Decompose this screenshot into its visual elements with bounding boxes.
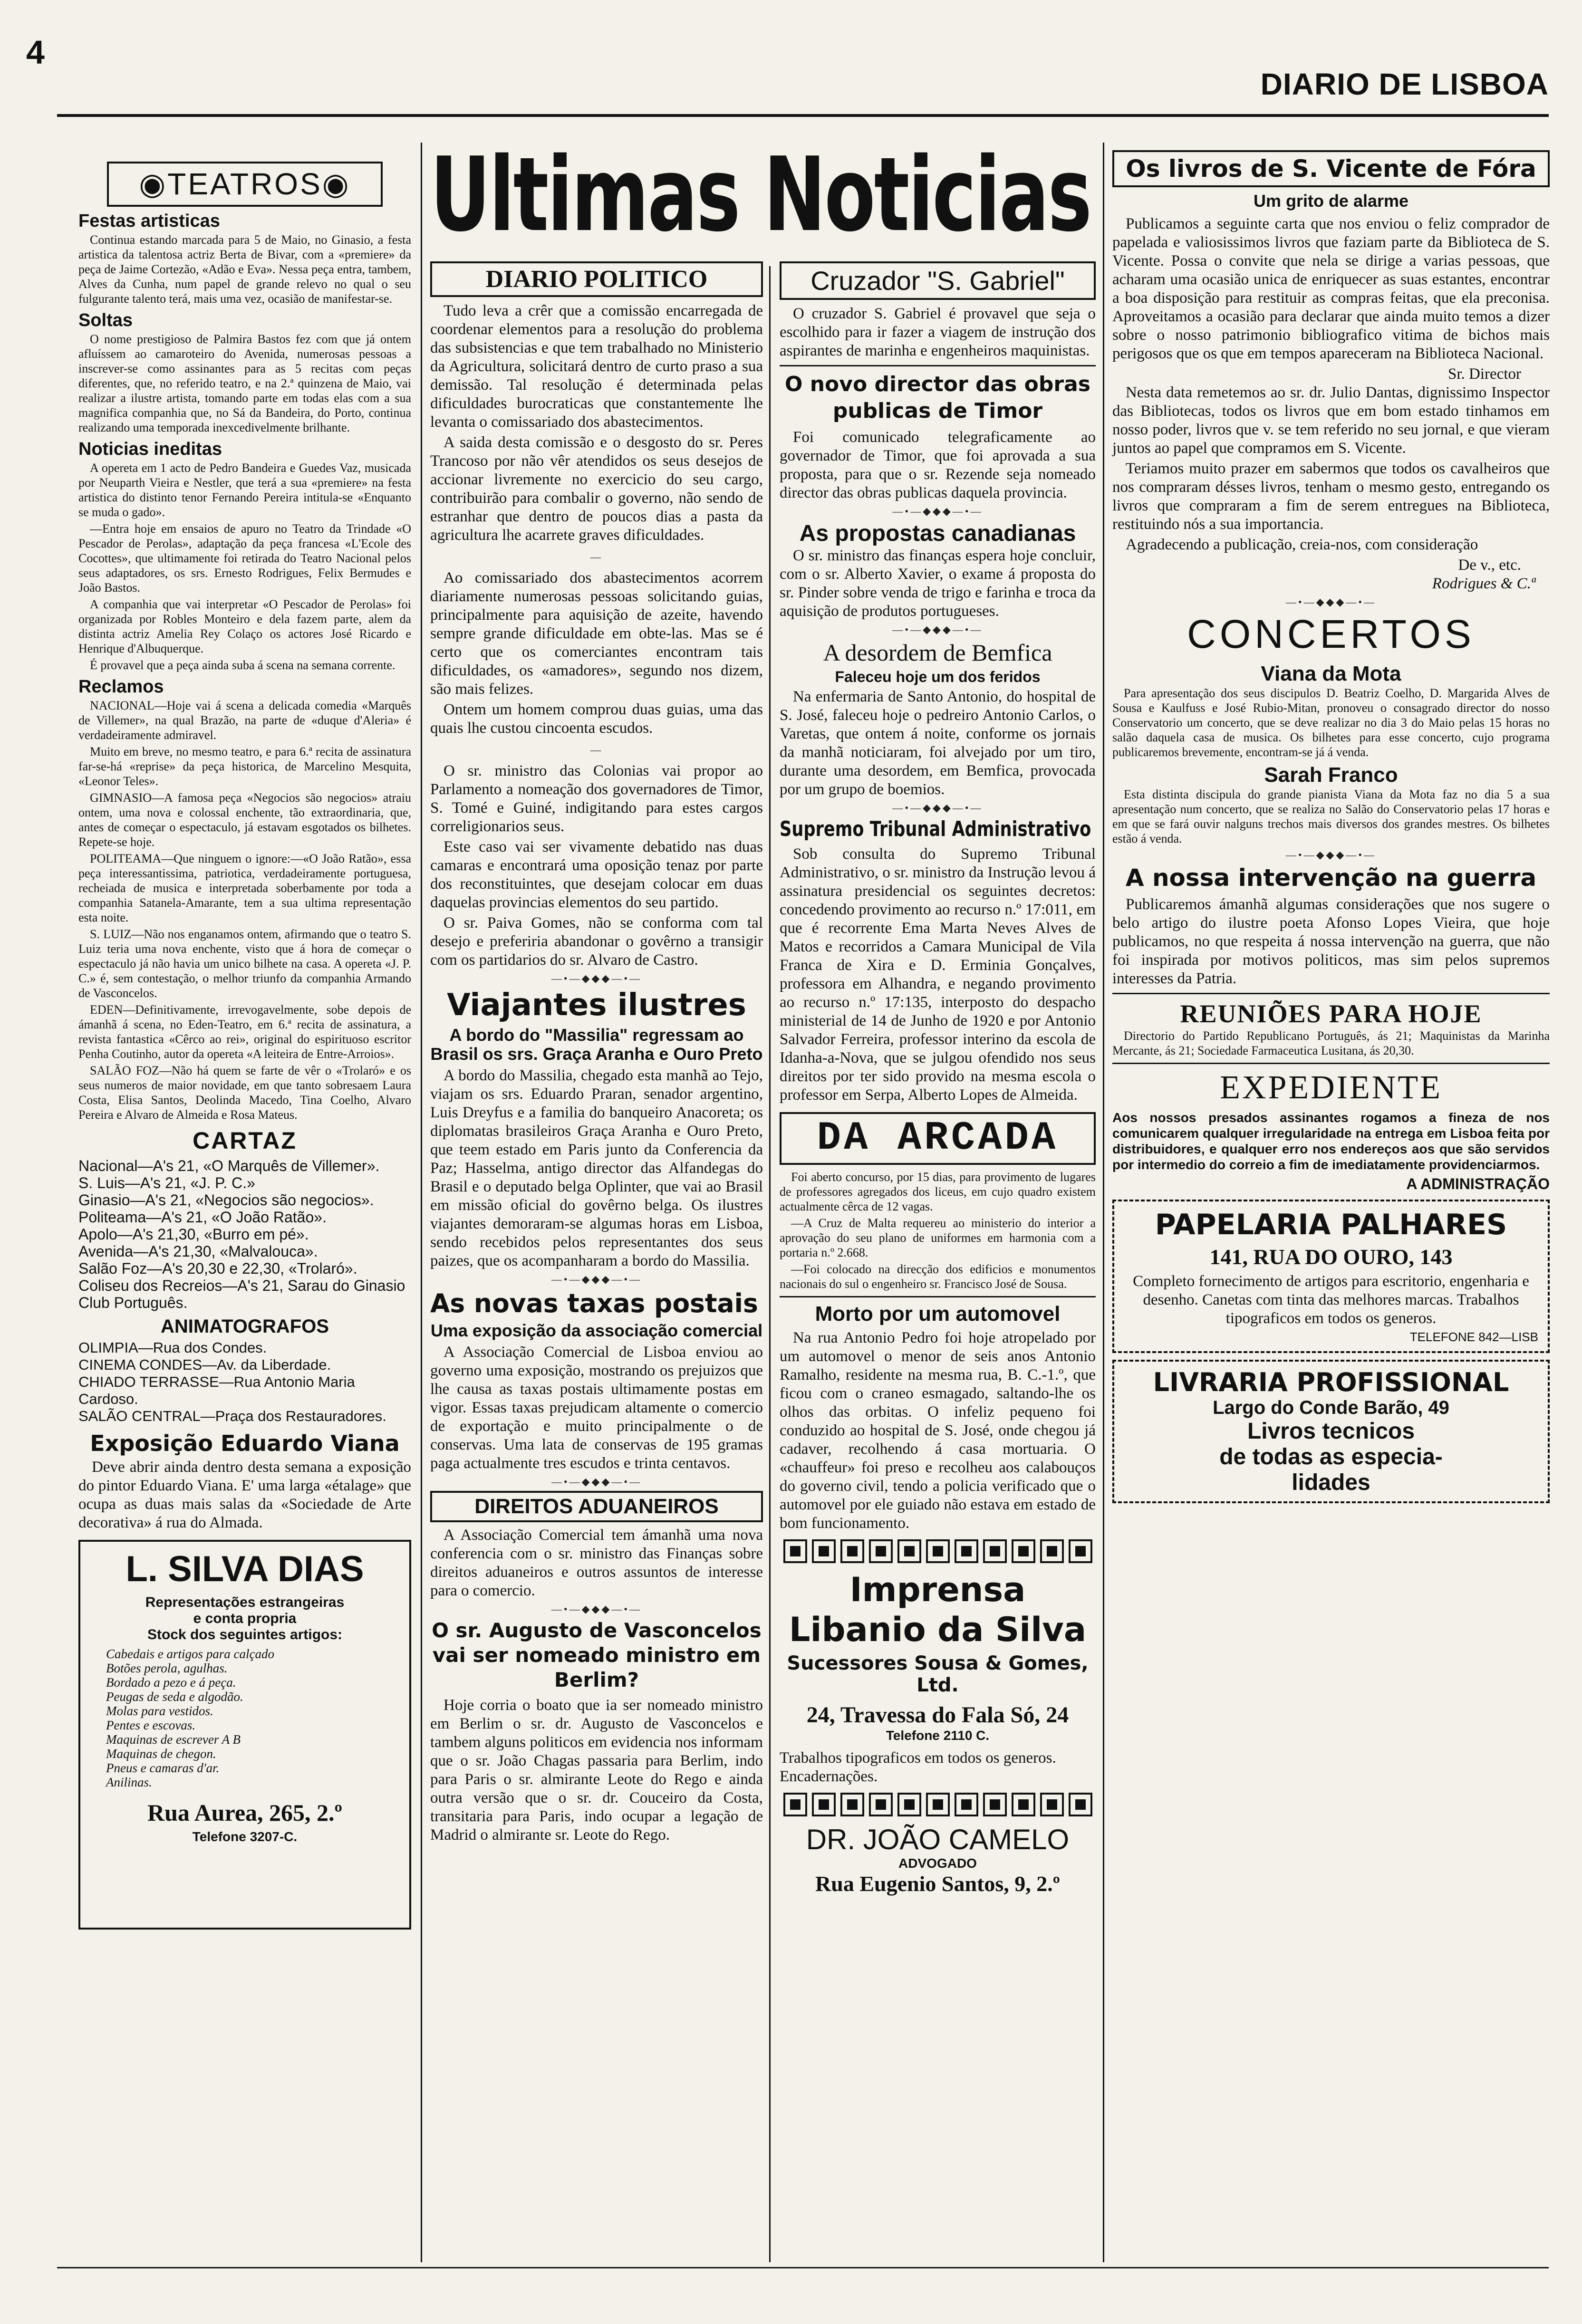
- ad-camelo: [780, 1823, 1096, 1896]
- expediente-text: Aos nossos presados assinantes rogamos a fineza de nos comunicarem qualquer irregularidade na entrega em Lisboa feita por distribuidores, e qualquer erro nos endereços aos que são servidos por intermedio do correio a fim de imediatamente providenciarmos.: [1112, 1110, 1550, 1172]
- expediente-heading: EXPEDIENTE: [1220, 1069, 1442, 1106]
- column-divider: [421, 143, 422, 2262]
- concertos-heading: CONCERTOS: [1187, 612, 1475, 656]
- reclamos-text: NACIONAL—Hoje vai á scena a delicada comedia «Marquês de Villemer», na qual Brazão, na parte de «duque d'Aleria» é verdadeiramente admiravel. Muito em breve, no mesmo teatro, e para 6.ª recita de assinatura far-se-há «reprise» da peça historica, de Marcelino Mesquita, «Leonor Teles». GIMNASIO—A famosa peça «Negocios são negocios» atraiu ontem, uma nova e colossal enchente, tão extraordinaria, que, antes de começar o espectaculo, já estavam esgotados os bilhetes. Repete-se hoje. POLITEAMA—Que ninguem o ignore:—«O João Ratão», essa peça interessantissima, patriotica, verdadeiramente portuguesa, recheiada de musica e interpretada soberbamente por toda a companhia Satanela-Amarante, tem a sua ultima representação esta noite. S. LUIZ—Não nos enganamos ontem, afirmando que o teatro S. Luiz teria uma nova enchente, visto que á hora de começar o espectaculo já não havia um unico bilhete na casa. A opereta «J. P. C.» é, sem contestação, o melhor triunfo da companhia Armando de Vasconcelos. EDEN—Definitivamente, irrevogavelmente, sobe depois de ámanhã á scena, no Eden-Teatro, em 6.ª recita de assinatura, a revista fantastica «Cêrco ao rei», original do espirituoso escritor Penha Coutinho, autor da opereta «A leiteira de Entre-Arroios». SALÃO FOZ—Não há quem se farte de vêr o «Trolaró» e os seus numeros de maior novidade, em que tanto sobresaem Laura Costa, Elisa Santos, Deolinda Macedo, Tina Coelho, Alvaro Pereira e Alvaro de Almeida e Rosa Mateus.: [78, 699, 411, 1122]
- taxas-text: A Associação Comercial de Lisboa enviou ao governo uma exposição, mostrando os prejuizos que lhe causa as taxas postais ultimamente postas em vigor. Essas taxas prejudicam altamente o comercio de exportação e muito principalmente o de conservas. Uma lata de conservas de 195 gramas paga actualmente tres escudos e trinta centavos.: [430, 1344, 763, 1472]
- animatografos-heading: ANIMATOGRAFOS: [160, 1316, 329, 1337]
- guerra-heading: A nossa intervenção na guerra: [1125, 864, 1537, 892]
- ad-camelo-title: ADVOGADO: [898, 1856, 977, 1871]
- ad-items: [92, 1647, 398, 1789]
- expo-text: Deve abrir ainda dentro desta semana a exposição do pintor Eduardo Viana. E' uma larga «étalage» que ocupa as duas mais salas da «Sociedade de Arte decorativa» á rua do Almada.: [78, 1459, 411, 1531]
- reunioes-heading: REUNIÕES PARA HOJE: [1180, 999, 1482, 1028]
- ad-palhares-name: PAPELARIA PALHARES: [1155, 1208, 1507, 1241]
- soltas-heading: Soltas: [78, 310, 133, 330]
- timor-text: Foi comunicado telegraficamente ao governador de Timor, que foi aprovada a sua proposta, para que o sr. Rezende seja nomeado director das obras publicas daquela provincia.: [780, 429, 1096, 501]
- animatografo-item: CHIADO TERRASSE—Rua Antonio Maria Cardoso.: [78, 1373, 355, 1407]
- cartaz-item: Coliseu dos Recreios—A's 21, Sarau do Ginasio Club Português.: [78, 1277, 405, 1311]
- column-news: Cruzador "S. Gabriel" O cruzador S. Gabriel é provavel que seja o escolhido para ir fazer a viagem de instrução dos aspirantes de marinha e engenheiros maquinistas. O novo director das obras publicas de Timor Foi comunicado telegraficamente ao governador de Timor, que foi aprovada a sua proposta, para que o sr. Rezende seja nomeado director das obras publicas daquela provincia. —•—◆◆◆—•— As propostas canadianas O sr. ministro das finanças espera hoje concluir, com o sr. Alberto Xavier, o exame á proposta do sr. Pinder sobre venda de trigo e farinha e troca da aquisição de produtos portugueses. —•—◆◆◆—•— A desordem de Bemfica Faleceu hoje um dos feridos Na enfermaria de Santo Antonio, do hospital de S. José, faleceu hoje o pedreiro Antonio Carlos, o Varetas, que ontem á noite, conforme os jornais da manhã noticiaram, foi alvejado por um tiro, durante uma desordem, em Bemfica, provocada por um grupo de boemios. —•—◆◆◆—•— Supremo Tribunal Administrativo Sob consulta do Supremo Tribunal Administrativo, o sr. ministro da Instrução levou á assinatura presidencial os seguintes decretos: concedendo provimento ao recurso n.º 17:011, em que é recorrente Ema Marta Neves Alves de Matos e recorridos a Camara Municipal de Vila Franca de Xira e D. Erminia Gonçalves, professora em Alhandra, e negando provimento ao recurso n.º 17:135, interposto do despacho ministerial de 14 de Junho de 1920 e por Antonio Salvador Ferreira, professor interino da escola de Idanha-a-Nova, que se julgou ofendido nos seus direitos por ter sido provido na mesma escola o professor em Serpa, Alberto Lopes de Almeida. DA ARCADA Foi aberto concurso, por 15 dias, para provimento de lugares de professores agregados dos liceus, em cujo quadro existem actualmente cêrca de 12 vagas. —A Cruz de Malta requereu ao ministerio do interior a aprovação do seu plano de uniformes em harmonia com a portaria n.º 2.668. —Foi colocado na direcção dos edificios e monumentos nacionais do sul o engenheiro sr. Francisco José de Sousa. Morto por um automovel Na rua Antonio Pedro foi hoje atropelado por um automovel o menor de seis anos Antonio Ramalho, residente na mesma rua, B. C.-1.º, que ficou com o craneo esmagado, saltando-lhe os olhos das orbitas. O infeliz pequeno foi conduzido ao hospital de S. José, onde chegou já cadaver, recolhendo á casa mortuaria. O «chauffeur» foi preso e recolheu aos calabouços do governo civil, tendo a policia verificado que o automovel por ele guiado não estava em estado de bom funcionamento. Imprensa Libanio da Silva Sucessores Sousa & Gomes, Ltd. 24, Travessa do Fala Só, 24 Telefone 2110 C. Trabalhos tipograficos em todos os generos. Encadernações. DR. JOÃO CAMELO ADVOGADO Rua Eugenio Santos, 9, 2.º: [780, 261, 1096, 1896]
- sarah-heading: Sarah Franco: [1264, 763, 1398, 787]
- ad-item: Pentes e escovas.: [106, 1718, 196, 1732]
- cartaz-heading: CARTAZ: [193, 1127, 297, 1154]
- ad-silva-dias-name: L. SILVA DIAS: [125, 1549, 364, 1589]
- ornament-border: [780, 1539, 1096, 1563]
- livros-heading-box: [1112, 150, 1550, 187]
- festas-heading: Festas artisticas: [78, 211, 220, 231]
- animatografo-item: OLIMPIA—Rua dos Condes.: [78, 1339, 267, 1356]
- aduaneiros-heading: DIREITOS ADUANEIROS: [430, 1491, 763, 1522]
- guerra-text: Publicaremos ámanhã algumas considerações que nos sugere o belo artigo do ilustre poeta Afonso Lopes Vieira, que hoje publicamos, no que respeita á nossa intervenção na guerra, que não foi inspirada por motivos politicos, mas sim pelos supremos interesses da Patria.: [1112, 896, 1550, 987]
- ad-livraria-line: de todas as especia-: [1219, 1444, 1443, 1469]
- arcada-heading: DA ARCADA: [780, 1112, 1096, 1165]
- ad-imprensa-successors: Sucessores Sousa & Gomes, Ltd.: [787, 1652, 1089, 1696]
- ad-item: Anilinas.: [106, 1775, 152, 1789]
- taxas-heading: As novas taxas postais: [430, 1288, 758, 1318]
- tribunal-text: Sob consulta do Supremo Tribunal Administrativo, o sr. ministro da Instrução levou á assinatura presidencial os seguintes decretos: concedendo provimento ao recurso n.º 17:011, em que é recorrente Ema Marta Neves Alves de Matos e recorridos a Camara Municipal de Vila Franca de Xira e D. Erminia Gonçalves, professora em Alhandra, e negando provimento ao recurso n.º 17:135, interposto do despacho ministerial de 14 de Junho de 1920 e por Antonio Salvador Ferreira, professor interino da escola de Idanha-a-Nova, que se julgou ofendido nos seus direitos por ter sido provido na mesma escola o professor em Serpa, Alberto Lopes de Almeida.: [780, 845, 1096, 1104]
- viajantes-text: A bordo do Massilia, chegado esta manhã ao Tejo, viajam os srs. Eduardo Praran, senador argentino, Luis Dreyfus e a familia do banqueiro Anacoreta; os diplomatas brasileiros Graça Aranha e Ouro Preto, que teem estado em Paris junto da Conferencia da Paz; Hasselma, antigo director das Alfandegas do Brasil e o deputado belga Oplinter, que vai ao Brasil em missão oficial do govêrno belga. Os ilustres viajantes demoraram-se algumas horas em Lisboa, sendo recebidos pelos representantes dos seus paizes, que os acompanharam a bordo do Massilia.: [430, 1067, 763, 1269]
- aduaneiros-text: A Associação Comercial tem ámanhã uma nova conferencia com o sr. ministro das Finanças sobre direitos aduaneiros e outros assuntos de interesse para o comercio.: [430, 1527, 763, 1599]
- section-title-box: [107, 162, 383, 207]
- ad-item: Bordado a pezo e á peça.: [106, 1675, 236, 1690]
- animatografo-item: SALÃO CENTRAL—Praça dos Restauradores.: [78, 1408, 386, 1424]
- ad-line: e conta propria: [193, 1611, 297, 1626]
- arcada-text: Foi aberto concurso, por 15 dias, para provimento de lugares de professores agregados dos liceus, em cujo quadro existem actualmente cêrca de 12 vagas. —A Cruz de Malta requereu ao ministerio do interior a aprovação do seu plano de uniformes em harmonia com a portaria n.º 2.668. —Foi colocado na direcção dos edificios e monumentos nacionais do sul o engenheiro sr. Francisco José de Sousa.: [780, 1170, 1096, 1291]
- animatografos-list: [78, 1339, 411, 1425]
- viana-heading: Viana da Mota: [1261, 662, 1401, 685]
- ad-camelo-name: DR. JOÃO CAMELO: [806, 1824, 1070, 1855]
- ad-livraria: [1112, 1360, 1550, 1503]
- cartaz-list: [78, 1157, 411, 1311]
- cartaz-item: Politeama—A's 21, «O João Ratão».: [78, 1209, 327, 1226]
- tribunal-heading: Supremo Tribunal Administrativo: [780, 817, 1091, 841]
- ad-imprensa-text: Trabalhos tipograficos em todos os generos. Encadernações.: [780, 1749, 1056, 1785]
- expediente-sign: A ADMINISTRAÇÃO: [1406, 1175, 1550, 1192]
- timor-heading: O novo director das obras publicas de Timor: [785, 372, 1090, 423]
- ad-camelo-address: Rua Eugenio Santos, 9, 2.º: [815, 1872, 1060, 1896]
- viajantes-heading: Viajantes ilustres: [447, 988, 746, 1023]
- ad-phone: Telefone 3207-C.: [192, 1829, 298, 1844]
- canadianas-heading: As propostas canadianas: [799, 521, 1076, 546]
- ad-item: Maquinas de chegon.: [106, 1747, 216, 1761]
- cartaz-item: Avenida—A's 21,30, «Malvalouca».: [78, 1243, 318, 1260]
- soltas-text: O nome prestigioso de Palmira Bastos fez com que já ontem afluíssem ao camaroteiro do Avenida, numerosas pessoas a inscrever-se como assinantes para as 5 recitas com peças diferentes, que, no referido teatro, e na 2.ª quinzena de Maio, vai realizar a ilustre artista, tomando parte em todas elas com a sua magnifica companhia que, no Sá da Bandeira, do Porto, continua realizando uma temporada inexcedivelmente brilhante.: [78, 332, 411, 434]
- ornament-border: [780, 1793, 1096, 1816]
- section-title: ◉TEATROS◉: [139, 167, 351, 201]
- ad-line: Stock dos seguintes artigos:: [147, 1627, 343, 1642]
- ad-imprensa-address: 24, Travessa do Fala Só, 24: [806, 1702, 1069, 1728]
- automovel-text: Na rua Antonio Pedro foi hoje atropelado por um automovel o menor de seis anos Antonio Ramalho, residente na mesma rua, B. C.-1.º, que ficou com o craneo esmagado, saltando-lhe os olhos das orbitas. O infeliz pequeno foi conduzido ao hospital de S. José, onde chegou já cadaver, recolhendo á casa mortuaria. O «chauffeur» foi preso e recolheu aos calabouços do governo civil, tendo a policia verificado que o automovel por ele guiado não estava em estado de bom funcionamento.: [780, 1329, 1096, 1532]
- vasconcelos-heading: O sr. Augusto de Vasconcelos vai ser nomeado ministro em Berlim?: [432, 1619, 762, 1691]
- column-theatres: [78, 143, 411, 1930]
- ad-item: Pneus e camaras d'ar.: [106, 1761, 220, 1775]
- ad-silva-dias: [78, 1540, 411, 1930]
- automovel-heading: Morto por um automovel: [815, 1302, 1061, 1325]
- masthead-rule: [57, 114, 1549, 117]
- column-politics: DIARIO POLITICO Tudo leva a crêr que a comissão encarregada de coordenar elementos para a resolução do problema das subsistencias e que tem trabalhado no Ministerio da Agricultura, solicitará dentro de curto praso a sua demissão. Tal resolução é determinada pelas dificuldades burocraticas que constantemente lhe levanta o comissariado dos abastecimentos. A saida desta comissão e o desgosto do sr. Peres Trancoso por não vêr atendidos os seus desejos de accionar livremente no exercicio do seu cargo, contribuirão para combalir o governo, não sendo de estranhar que dentro de poucos dias a pasta da agricultura lhe acarrete graves dificuldades. — Ao comissariado dos abastecimentos acorrem diariamente numerosas pessoas solicitando guias, principalmente para aquisição de azeite, havendo sempre grande dificuldade em obte-las. Mas se é certo que os comerciantes encontram tais dificuldades, os «amadores», segundo nos dizem, são mais felizes. Ontem um homem comprou duas guias, uma das quais lhe custou cincoenta escudos. — O sr. ministro das Colonias vai propor ao Parlamento a nomeação dos governadores de Timor, S. Tomé e Guiné, indigitando para estes cargos correligionarios seus. Este caso vai ser vivamente debatido nas duas camaras e encontrará uma oposição tenaz por parte dos reconstituintes, que desejam colocar em duas daquelas provincias elementos do seu partido. O sr. Paiva Gomes, não se conforma com tal desejo e preferiria abandonar o govêrno a transigir com os partidarios do sr. Alvaro de Castro. —•—◆◆◆—•— Viajantes ilustres A bordo do "Massilia" regressam ao Brasil os srs. Graça Aranha e Ouro Preto A bordo do Massilia, chegado esta manhã ao Tejo, viajam os srs. Eduardo Praran, senador argentino, Luis Dreyfus e a familia do banqueiro Anacoreta; os diplomatas brasileiros Graça Aranha e Ouro Preto, que teem estado em Paris junto da Conferencia da Paz; Hasselma, antigo director das Alfandegas do Brasil e o deputado belga Oplinter, que vai ao Brasil em missão oficial do govêrno belga. Os ilustres viajantes demoraram-se algumas horas em Lisboa, sendo recebidos pelos representantes dos seus paizes, que os acompanharam a bordo do Massilia. —•—◆◆◆—•— As novas taxas postais Uma exposição da associação comercial A Associação Comercial de Lisboa enviou ao governo uma exposição, mostrando os prejuizos que lhe causa as taxas postais ultimamente postas em vigor. Essas taxas prejudicam altamente o comercio de exportação e muito principalmente o de conservas. Uma lata de conservas de 195 gramas paga actualmente tres escudos e trinta centavos. —•—◆◆◆—•— DIREITOS ADUANEIROS A Associação Comercial tem ámanhã uma nova conferencia com o sr. ministro das Finanças sobre direitos aduaneiros e outros assuntos de interesse para o comercio. —•—◆◆◆—•— O sr. Augusto de Vasconcelos vai ser nomeado ministro em Berlim? Hoje corria o boato que ia ser nomeado ministro em Berlim o sr. dr. Augusto de Vasconcelos e tambem alguns politicos em evidencia nos informam que o sr. João Chagas passaria para Berlim, indo para Paris o sr. almirante Leote do Rego e ainda outra versão que o sr. dr. Couceiro da Costa, transitaria para Paris, indo ocupar a legação de Madrid o almirante sr. Leote do Rego.: [430, 261, 763, 1846]
- ad-imprensa-name: Imprensa Libanio da Silva: [789, 1570, 1087, 1649]
- ad-livraria-line: Livros tecnicos: [1247, 1419, 1415, 1444]
- ad-livraria-address: Largo do Conde Barão, 49: [1213, 1397, 1449, 1418]
- ad-line: Representações estrangeiras: [145, 1594, 345, 1610]
- animatografo-item: CINEMA CONDES—Av. da Liberdade.: [78, 1356, 331, 1373]
- livros-sub: Um grito de alarme: [1253, 191, 1409, 211]
- expo-heading: Exposição Eduardo Viana: [90, 1431, 400, 1456]
- cruzador-text: O cruzador S. Gabriel é provavel que seja o escolhido para ir fazer a viagem de instrução dos aspirantes de marinha e engenheiros maquinistas.: [780, 305, 1096, 359]
- cartaz-item: Apolo—A's 21,30, «Burro em pé».: [78, 1226, 309, 1243]
- ineditas-heading: Noticias ineditas: [78, 439, 222, 459]
- sarah-text: Esta distinta discipula do grande pianista Viana da Mota faz no dia 5 a sua apresentação num concerto, que se realiza no Salão do Conservatorio pelas 17 horas e em que se fará ouvir nalguns trechos mais diversos dos grandes mestres. Os bilhetes estão á venda.: [1112, 787, 1550, 845]
- banner-title: Ultimas Noticias: [430, 143, 1091, 247]
- column-divider: [769, 266, 771, 2262]
- reclamos-heading: Reclamos: [78, 677, 164, 697]
- ad-address: Rua Aurea, 265, 2.º: [147, 1799, 343, 1826]
- ad-item: Peugas de seda e algodão.: [106, 1690, 243, 1704]
- vasconcelos-text: Hoje corria o boato que ia ser nomeado ministro em Berlim o sr. dr. Augusto de Vasconcelos e tambem alguns politicos em evidencia nos informam que o sr. João Chagas passaria para Berlim, indo para Paris o sr. almirante Leote do Rego e ainda outra versão que o sr. dr. Couceiro da Costa, transitaria para Paris, indo ocupar a legação de Madrid o almirante sr. Leote do Rego.: [430, 1697, 763, 1844]
- politico-heading: DIARIO POLITICO: [430, 261, 763, 297]
- cartaz-item: Ginasio—A's 21, «Negocios são negocios».: [78, 1191, 374, 1209]
- benfica-text: Na enfermaria de Santo Antonio, do hospital de S. José, faleceu hoje o pedreiro Antonio Carlos, o Varetas, que ontem á noite, conforme os jornais da manhã noticiaram, foi alvejado por um tiro, durante uma desordem, em Bemfica, provocada por um grupo de boemios.: [780, 688, 1096, 798]
- bottom-rule: [57, 2267, 1549, 2268]
- ad-item: Molas para vestidos.: [106, 1704, 213, 1718]
- column-divider: [1103, 143, 1104, 2262]
- ad-livraria-name: LIVRARIA PROFISSIONAL: [1153, 1367, 1509, 1397]
- ad-imprensa-phone: Telefone 2110 C.: [886, 1728, 990, 1743]
- ad-palhares-text: Completo fornecimento de artigos para escritorio, engenharia e desenho. Canetas com tinta das melhores marcas. Trabalhos tipograficos em todos os generos.: [1133, 1273, 1529, 1327]
- ad-imprensa: [780, 1570, 1096, 1786]
- cartaz-item: Salão Foz—A's 20,30 e 22,30, «Trolaró».: [78, 1260, 357, 1277]
- ad-palhares-address: 141, RUA DO OURO, 143: [1209, 1245, 1453, 1269]
- cartaz-item: Nacional—A's 21, «O Marquês de Villemer».: [78, 1157, 380, 1174]
- livros-heading: Os livros de S. Vicente de Fóra: [1126, 155, 1536, 182]
- ineditas-text: A opereta em 1 acto de Pedro Bandeira e Guedes Vaz, musicada por Neuparth Vieira e Nestler, que terá a sua «premiere» na festa artistica do distinto tenor Fernando Pereira intitula-se «Enquanto se muda o gado». —Entra hoje em ensaios de apuro no Teatro da Trindade «O Pescador de Perolas», adaptação da peça francesa «L'Ecole des Cocottes», que ultimamente foi retirada do Teatro Nacional pelos seus adaptadores, os srs. Ernesto Rodrigues, Felix Bermudes e João Bastos. A companhia que vai interpretar «O Pescador de Perolas» foi organizada por Robles Monteiro e dela fazem parte, alem da distinta actriz Amelia Rey Colaço os actores José Ricardo e Henrique d'Albuquerque. É provavel que a peça ainda suba á scena na semana corrente.: [78, 461, 411, 672]
- livros-text: Publicamos a seguinte carta que nos enviou o feliz comprador de papelada e valiosissimos livros que faziam parte da Biblioteca de S. Vicente. Possa o convite que nela se dirige a varias pessoas, que acharam uma ocasião unica de enriquecer as suas estantes, encontrar a boa disposição para restituir as compras feitas, que ela preconisa. Aproveitamos a ocasião para declarar que ainda muito temos a dizer sobre o nosso patrimonio bibliografico vitima de bichos mais perigosos que os que em tempos apareceram na Biblioteca Nacional. Sr. Director Nesta data remetemos ao sr. dr. Julio Dantas, dignissimo Inspector das Bibliotecas, todos os livros que em bom estado tinhamos em nosso poder, livros que v. se tem referido no seu jornal, e que vieram juntos ao papel que compramos em S. Vicente. Teriamos muito prazer em sabermos que todos os cavalheiros que nos compraram désses livros, tenham o mesmo gesto, entregando os livros que compraram a fim de serem entregues na Biblioteca, restituindo nós a sua importancia. Agradecendo a publicação, creia-nos, com consideração De v., etc. Rodrigues & C.ª: [1112, 215, 1550, 592]
- viana-text: Para apresentação dos seus discipulos D. Beatriz Coelho, D. Margarida Alves de Sousa e Kaulfuss e José Rubio-Mitan, pronoveu o consagrado director do nosso Conservatorio um concerto, que se deve realizar no dia 3 do Maio pelas 15 horas no salão daquela casa de musica. Os bilhetes para esse concerto, cujo programa publicaremos brevemente, encontram-se já á venda.: [1112, 686, 1550, 759]
- cartaz-item: S. Luis—A's 21, «J. P. C.»: [78, 1174, 255, 1191]
- politico-text: Tudo leva a crêr que a comissão encarregada de coordenar elementos para a resolução do problema das subsistencias e que tem trabalhado no Ministerio da Agricultura, solicitará dentro de curto praso a sua demissão. Tal resolução é determinada pelas dificuldades burocraticas que constantemente lhe levanta o comissariado dos abastecimentos. A saida desta comissão e o desgosto do sr. Peres Trancoso por não vêr atendidos os seus desejos de accionar livremente no exercicio do seu cargo, contribuirão para combalir o governo, não sendo de estranhar que dentro de poucos dias a pasta da agricultura lhe acarrete graves dificuldades. — Ao comissariado dos abastecimentos acorrem diariamente numerosas pessoas solicitando guias, principalmente para aquisição de azeite, havendo sempre grande dificuldade em obte-las. Mas se é certo que os comerciantes encontram tais dificuldades, os «amadores», segundo nos dizem, são mais felizes. Ontem um homem comprou duas guias, uma das quais lhe custou cincoenta escudos. — O sr. ministro das Colonias vai propor ao Parlamento a nomeação dos governadores de Timor, S. Tomé e Guiné, indigitando para estes cargos correligionarios seus. Este caso vai ser vivamente debatido nas duas camaras e encontrará uma oposição tenaz por parte dos reconstituintes, que desejam colocar em duas daquelas provincias elementos do seu partido. O sr. Paiva Gomes, não se conforma com tal desejo e preferiria abandonar o govêrno a transigir com os partidarios do sr. Alvaro de Castro.: [430, 302, 763, 969]
- ultimas-noticias-banner: [430, 143, 1096, 247]
- cruzador-heading: Cruzador "S. Gabriel": [780, 261, 1096, 300]
- benfica-sub: Faleceu hoje um dos feridos: [835, 668, 1041, 685]
- festas-text: Continua estando marcada para 5 de Maio, no Ginasio, a festa artistica da talentosa actriz Berta de Bivar, com a «premiere» da peça de Jaime Cortezão, «Adão e Eva». Nessa peça entra, tambem, Alves da Cunha, num papel de grande relevo no qual o seu fulgurante talento terá, mais uma vez, ocasião de manifestar-se.: [78, 233, 411, 306]
- page-mark: 4: [26, 34, 45, 71]
- ad-palhares-phone: TELEFONE 842—LISB: [1409, 1330, 1538, 1344]
- ad-palhares: [1112, 1200, 1550, 1353]
- viajantes-sub: A bordo do "Massilia" regressam ao Brasil os srs. Graça Aranha e Ouro Preto: [430, 1025, 763, 1064]
- ad-livraria-line: lidades: [1292, 1470, 1370, 1495]
- ad-item: Maquinas de escrever A B: [106, 1732, 241, 1747]
- column-right: Os livros de S. Vicente de Fóra Um grito de alarme Publicamos a seguinte carta que nos enviou o feliz comprador de papelada e valiosissimos livros que faziam parte da Biblioteca de S. Vicente. Possa o convite que nela se dirige a varias pessoas, que acharam uma ocasião unica de enriquecer as suas estantes, encontrar a boa disposição para restituir as compras feitas, que ela preconisa. Aproveitamos a ocasião para declarar que ainda muito temos a dizer sobre o nosso patrimonio bibliografico vitima de bichos mais perigosos que os que em tempos apareceram na Biblioteca Nacional. Sr. Director Nesta data remetemos ao sr. dr. Julio Dantas, dignissimo Inspector das Bibliotecas, todos os livros que em bom estado tinhamos em nosso poder, livros que v. se tem referido no seu jornal, e que vieram juntos ao papel que compramos em S. Vicente. Teriamos muito prazer em sabermos que todos os cavalheiros que nos compraram désses livros, tenham o mesmo gesto, entregando os livros que compraram a fim de serem entregues na Biblioteca, restituindo nós a sua importancia. Agradecendo a publicação, creia-nos, com consideração De v., etc. Rodrigues & C.ª —•—◆◆◆—•— CONCERTOS Viana da Mota Para apresentação dos seus discipulos D. Beatriz Coelho, D. Margarida Alves de Sousa e Kaulfuss e José Rubio-Mitan, pronoveu o consagrado director do nosso Conservatorio um concerto, que se deve realizar no dia 3 do Maio pelas 15 horas no salão daquela casa de musica. Os bilhetes para esse concerto, cujo programa publicaremos brevemente, encontram-se já á venda. Sarah Franco Esta distinta discipula do grande pianista Viana da Mota faz no dia 5 a sua apresentação num concerto, que se realiza no Salão do Conservatorio pelas 17 horas e em que se fará ouvir nalguns trechos mais diversos dos grandes mestres. Os bilhetes estão á venda. —•—◆◆◆—•— A nossa intervenção na guerra Publicaremos ámanhã algumas considerações que nos sugere o belo artigo do ilustre poeta Afonso Lopes Vieira, que hoje publicamos, no que respeita á nossa intervenção na guerra, que não foi inspirada por motivos politicos, mas sim pelos supremos interesses da Patria. REUNIÕES PARA HOJE Directorio do Partido Republicano Português, ás 21; Maquinistas da Marinha Mercante, ás 21; Sociedade Farmaceutica Lusitana, ás 20,30. EXPEDIENTE Aos nossos presados assinantes rogamos a fineza de nos comunicarem qualquer irregularidade na entrega em Lisboa feita por distribuidores, e qualquer erro nos endereços aos que são servidos por intermedio do correio a fim de imediatamente providenciarmos. A ADMINISTRAÇÃO PAPELARIA PALHARES 141, RUA DO OURO, 143 Completo fornecimento de artigos para escritorio, engenharia e desenho. Canetas com tinta das melhores marcas. Trabalhos tipograficos em todos os generos. TELEFONE 842—LISB LIVRARIA PROFISSIONAL Largo do Conde Barão, 49 Livros tecnicos de todas as especia- lidades: [1112, 143, 1550, 1503]
- taxas-sub: Uma exposição da associação comercial: [430, 1321, 763, 1340]
- reunioes-text: Directorio do Partido Republicano Português, ás 21; Maquinistas da Marinha Mercante, ás 21; Sociedade Farmaceutica Lusitana, ás 20,30.: [1112, 1029, 1550, 1057]
- canadianas-text: O sr. ministro das finanças espera hoje concluir, com o sr. Alberto Xavier, o exame á proposta do sr. Pinder sobre venda de trigo e farinha e troca da aquisição de produtos portugueses.: [780, 547, 1096, 620]
- ad-item: Botões perola, agulhas.: [106, 1661, 228, 1675]
- benfica-heading: A desordem de Bemfica: [823, 639, 1052, 666]
- ad-item: Cabedais e artigos para calçado: [106, 1647, 274, 1661]
- paper-name: DIARIO DE LISBOA: [1260, 67, 1549, 101]
